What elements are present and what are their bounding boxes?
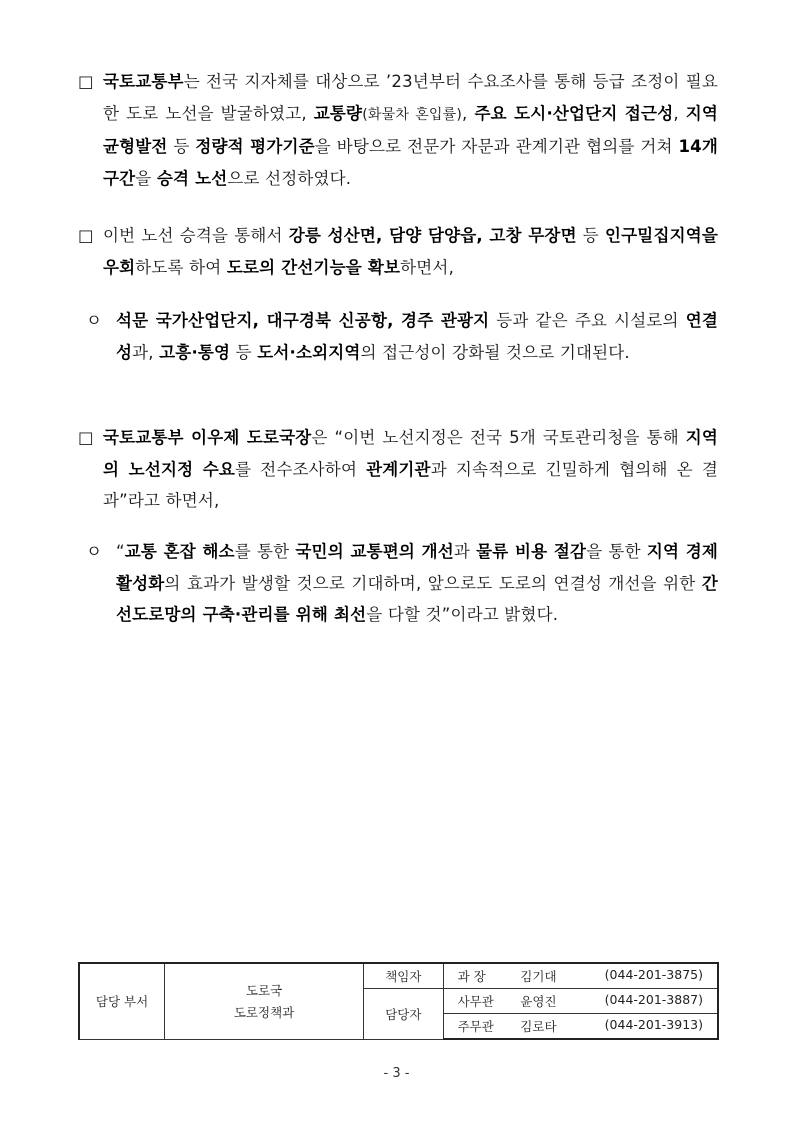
dept-line-1: 도로국: [245, 983, 283, 999]
paragraph-2: [78, 220, 718, 283]
square-bullet: □: [78, 72, 94, 91]
emphasis-text: 인구밀집지역을 우회: [103, 226, 719, 277]
emphasis-text: 주요 도시·산업단지 접근성: [474, 103, 674, 123]
person-phone: (044-201-3887): [604, 992, 703, 1007]
emphasis-text: 석문 국가산업단지, 대구경북 신공항, 경주 관광지: [116, 311, 490, 330]
paragraph-text: 를 통한: [234, 542, 296, 561]
paragraph-text: 과: [453, 542, 477, 561]
staff-label: 담당자: [364, 989, 444, 1040]
emphasis-text: 교통 혼잡 해소: [124, 542, 235, 561]
circle-bullet: ㅇ: [86, 542, 103, 561]
emphasis-text: 14개 구간: [103, 137, 718, 188]
paragraph-text: 을: [135, 168, 157, 188]
paragraph-text: 등: [167, 137, 196, 156]
paragraph-text: ,: [462, 103, 475, 123]
contact-person-1: [443, 963, 718, 989]
paragraph-text: 등: [576, 226, 606, 245]
paragraph-text: 를 전수조사하여: [235, 459, 367, 479]
paragraph-text: 하면서,: [400, 257, 455, 277]
emphasis-text: 국민의 교통편의 개선: [295, 542, 454, 561]
contact-person-2: [443, 989, 718, 1014]
paragraph-text: 등과 같은 주요 시설로의: [489, 311, 686, 330]
emphasis-text: 교통량: [313, 103, 363, 123]
person-name: 윤영진: [520, 994, 557, 1009]
emphasis-text: 강릉 성산면, 담양 담양읍, 고창 무장면: [288, 226, 577, 245]
emphasis-text: 도서·소외지역: [257, 342, 361, 362]
paragraph-3: [78, 422, 718, 517]
paragraph-text: “: [116, 542, 125, 561]
person-phone: (044-201-3875): [604, 967, 703, 982]
emphasis-text: 도로의 간선기능을 확보: [226, 257, 401, 277]
paragraph-body: [103, 220, 718, 283]
paragraph-text: 는 전국 지자체를 대상으로 ’23년부터 수요조사를 통해 등급 조정이 필요한 도로 노선을 발굴하였고,: [103, 72, 718, 123]
emphasis-text: 지역 경제 활성화: [116, 542, 718, 593]
paragraph-1: [78, 66, 718, 194]
paragraph-text: 을 바탕으로 전문가 자문과 관계기관 협의를 거쳐: [314, 137, 679, 156]
emphasis-text: 물류 비용 절감: [476, 542, 587, 561]
dept-header: 담당 부서: [79, 963, 165, 1039]
paragraph-text: ,: [673, 103, 686, 123]
paragraph-text: 을 통한: [586, 542, 647, 561]
paragraph-text: (화물차 혼입률): [362, 106, 463, 123]
paragraph-text: 등: [230, 342, 258, 362]
paragraph-text: 의 접근성이 강화될 것으로 기대된다.: [360, 342, 630, 362]
dept-line-2: 도로정책과: [233, 1005, 295, 1021]
sub-paragraph-2: [86, 536, 718, 631]
dept-name: [165, 963, 364, 1039]
person-phone: (044-201-3913): [604, 1017, 703, 1032]
paragraph-text: 이번 노선 승격을 통해서: [103, 226, 289, 245]
paragraph-text: 하도록 하여: [135, 257, 227, 277]
person-position: 사무관: [457, 994, 494, 1009]
paragraph-body: [103, 422, 718, 517]
contact-table: [78, 962, 719, 1040]
emphasis-text: 지역균형발전: [103, 103, 719, 156]
page-number: - 3 -: [383, 1066, 410, 1081]
paragraph-text: 은 “이번 노선지정은 전국 5개 국토관리청을 통해: [311, 428, 686, 447]
emphasis-text: 고흥·통영: [159, 342, 231, 362]
emphasis-text: 간선도로망의 구축·관리를 위해 최선: [116, 573, 718, 624]
emphasis-text: 지역의 노선지정 수요: [103, 428, 718, 479]
contact-person-3: [443, 1014, 718, 1040]
emphasis-text: 관계기관: [366, 459, 431, 479]
paragraph-text: 으로 선정하였다.: [227, 168, 352, 188]
person-name: 김로타: [520, 1019, 557, 1034]
emphasis-text: 정량적 평가기준: [195, 137, 315, 156]
emphasis-text: 승격 노선: [156, 168, 228, 188]
paragraph-text: 과 지속적으로 긴밀하게 협의해 온 결과”라고 하면서,: [103, 459, 718, 510]
paragraph-text: 과,: [132, 342, 160, 362]
person-position: 과 장: [457, 969, 486, 984]
person-position: 주무관: [457, 1019, 494, 1034]
sub-paragraph-1: [86, 305, 718, 368]
emphasis-text: 연결성: [116, 311, 718, 362]
emphasis-text: 국토교통부: [103, 72, 184, 91]
responsible-label: 책임자: [364, 963, 444, 989]
square-bullet: □: [78, 226, 94, 245]
emphasis-text: 국토교통부 이우제 도로국장: [103, 428, 312, 447]
person-name: 김기대: [520, 969, 557, 984]
circle-bullet: ㅇ: [86, 311, 103, 330]
paragraph-text: 의 효과가 발생할 것으로 기대하며, 앞으로도 도로의 연결성 개선을 위한: [164, 573, 702, 593]
square-bullet: □: [78, 428, 94, 447]
paragraph-body: [103, 66, 718, 194]
paragraph-body: [116, 305, 718, 368]
paragraph-body: [116, 536, 718, 631]
paragraph-text: 을 다할 것”이라고 밝혔다.: [366, 605, 559, 624]
